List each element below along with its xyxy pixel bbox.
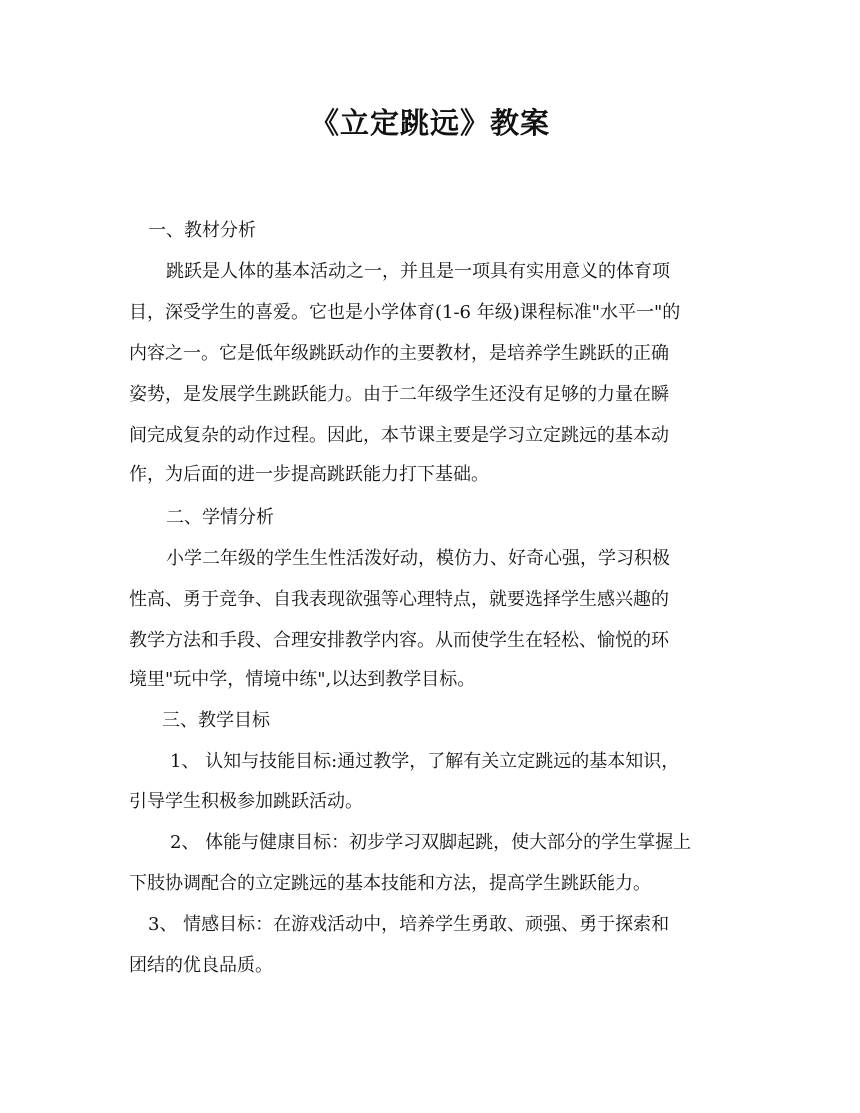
objective-line: 团结的优良品质。 [129,955,273,976]
paragraph-line: 小学二年级的学生生性活泼好动，模仿力、好奇心强，学习积极 [166,548,670,569]
objective-line: 引导学生积极参加跳跃活动。 [129,791,363,812]
objective-line: 下肢协调配合的立定跳远的基本技能和方法，提高学生跳跃能力。 [129,873,651,894]
section-heading-3: 三、教学目标 [162,710,270,731]
section-heading-1: 一、教材分析 [148,220,256,241]
objective-line: 1、 认知与技能目标:通过教学，了解有关立定跳远的基本知识， [170,751,680,772]
paragraph-line: 姿势，是发展学生跳跃能力。由于二年级学生还没有足够的力量在瞬 [129,384,669,405]
paragraph-line: 境里"玩中学，情境中练",以达到教学目标。 [129,669,476,690]
paragraph-line: 跳跃是人体的基本活动之一，并且是一项具有实用意义的体育项 [166,261,670,282]
paragraph-line: 性高、勇于竞争、自我表现欲强等心理特点，就要选择学生感兴趣的 [129,589,669,610]
paragraph-line: 间完成复杂的动作过程。因此，本节课主要是学习立定跳远的基本动 [129,425,669,446]
paragraph-line: 内容之一。它是低年级跳跃动作的主要教材，是培养学生跳跃的正确 [129,343,669,364]
paragraph-line: 教学方法和手段、合理安排教学内容。从而使学生在轻松、愉悦的环 [129,630,669,651]
paragraph-line: 目，深受学生的喜爱。它也是小学体育(1-6 年级)课程标准"水平一"的 [129,302,681,323]
section-heading-2: 二、学情分析 [166,507,274,528]
objective-line: 3、 情感目标：在游戏活动中，培养学生勇敢、顽强、勇于探索和 [148,914,670,935]
objective-line: 2、 体能与健康目标：初步学习双脚起跳，使大部分的学生掌握上 [170,832,692,853]
document-title: 《立定跳远》教案 [309,106,550,140]
paragraph-line: 作，为后面的进一步提高跳跃能力打下基础。 [129,464,489,485]
